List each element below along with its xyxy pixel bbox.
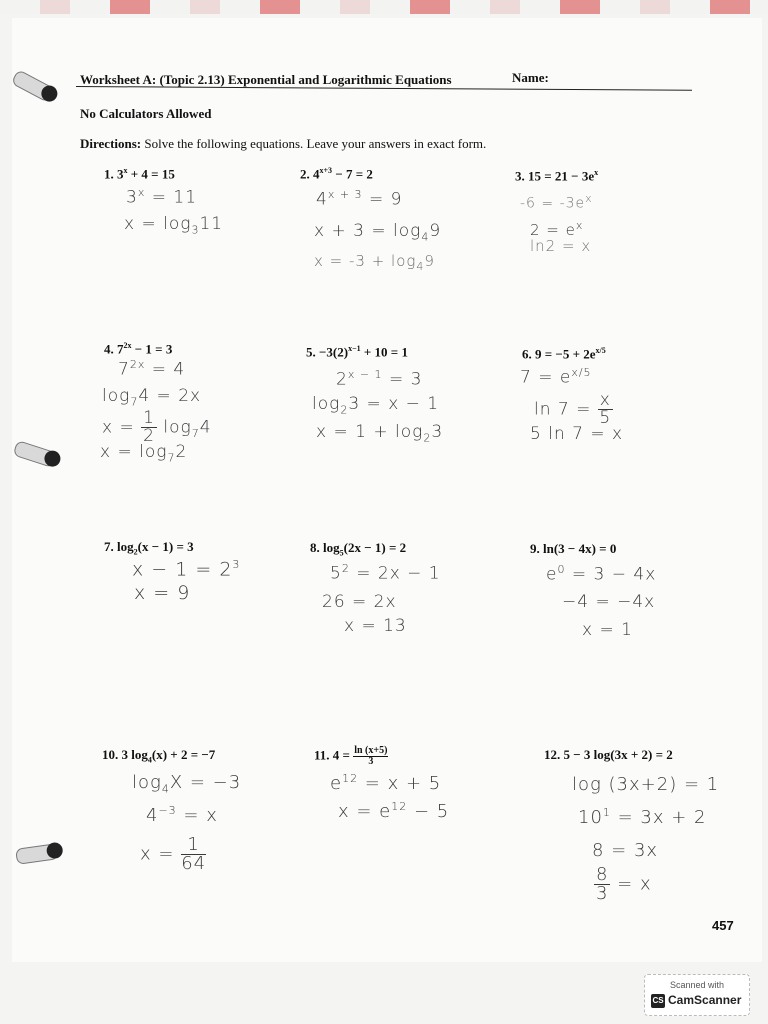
name-label: Name: [512,70,549,85]
problem-8: 8. $\log_5(2x - 1) = 2$ [310,540,407,558]
work-1-line-1: $3^x = 11$ [126,186,198,208]
work-6-line-1: $7 = e^{x/5}$ [520,366,592,388]
work-10-line-3: x = $\frac{1}{64}$ [140,834,207,874]
work-3-line-2: $2 = e^x$ [530,219,584,239]
work-9-line-3: x = 1 [582,620,633,640]
work-6-line-3: 5 ln 7 = x [530,424,624,444]
problem-11: 11. 4 = $\frac{\ln (x+5)}{3}$ [314,745,388,767]
problem-3: 3. $15 = 21 - 3e^x$ [515,168,599,184]
camscanner-watermark [644,974,750,1016]
work-2-line-2: $x + 3 = \log_49$ [314,221,442,244]
work-4-line-4: $x = \log_72$ [100,442,188,465]
work-10-line-2: $4^{-3} = x$ [146,804,218,826]
work-12-line-4: $\frac{8}{3}$ = x [596,864,652,904]
directions-label: Directions: [80,136,142,151]
work-8-line-1: $5^2 = 2x - 1$ [330,562,441,584]
work-8-line-2: 26 = 2x [322,592,397,612]
problem-6: 6. $9 = -5 + 2e^{x/5}$ [522,346,606,362]
camscanner-logo-icon: CS [651,994,665,1008]
work-8-line-3: x = 13 [344,616,407,636]
work-5-line-2: $\log_23 = x - 1$ [312,394,440,417]
work-12-line-3: 8 = 3x [592,840,659,861]
work-7-line-2: x = 9 [134,582,191,604]
work-10-line-1: $\log_4X = -3$ [132,772,242,796]
work-9-line-2: −4 = −4x [562,592,656,612]
worksheet-title: Worksheet A: (Topic 2.13) Exponential and Logarithmic Equations [80,72,452,87]
work-9-line-1: $e^0 = 3 - 4x$ [546,563,657,585]
problem-5: 5. $-3(2)^{x-1} + 10 = 1$ [306,344,408,360]
work-3-line-1: $-6 = -3e^x$ [520,192,593,212]
problem-12: 12. 5 − 3 log(3x + 2) = 2 [544,747,673,762]
work-12-line-2: $10^1 = 3x + 2$ [578,806,707,828]
work-5-line-1: $2^{x - 1} = 3$ [336,368,423,390]
scanned-with-text: Scanned with [669,980,725,990]
work-2-line-1: $4^{x + 3} = 9$ [316,188,403,210]
problem-2: 2. $4^{x+3} - 7 = 2$ [300,166,373,182]
work-1-line-2: $x = \log_311$ [124,214,224,237]
camscanner-brand: CamScanner [668,993,742,1007]
page-top-edge [0,0,768,14]
work-12-line-1: log (3x+2) = 1 [572,774,720,795]
work-3-line-3: ln2 = x [530,237,592,255]
problem-1: 1. $3^x + 4 = 15$ [104,166,175,182]
directions [80,136,486,152]
work-6-line-2: ln 7 = $\frac{x}{5}$ [534,390,612,428]
directions-text: Solve the following equations. Leave your answers in exact form. [144,136,487,151]
work-4-line-1: $7^{2x} = 4$ [118,358,186,380]
work-5-line-3: $x = 1 + \log_23$ [316,422,444,445]
work-11-line-2: $x = e^{12} - 5$ [338,800,450,822]
no-calculators-note: No Calculators Allowed [80,106,212,121]
work-4-line-2: $\log_74 = 2x$ [102,386,202,409]
work-4-line-3: x = $\frac{1}{2}$ $\log_74$ [102,408,212,446]
work-11-line-1: $e^{12} = x + 5$ [330,772,442,794]
problem-10: 10. 3 $\log_4(x) + 2 = -7$ [102,747,216,765]
page-number: 457 [712,918,734,933]
work-7-line-1: $x - 1 = 2^3$ [132,558,241,581]
problem-9: 9. ln(3 − 4x) = 0 [530,541,617,556]
problem-7: 7. $\log_2(x - 1) = 3$ [104,539,194,557]
work-2-line-3: $x = -3 + \log_49$ [314,252,435,273]
problem-4: 4. $7^{2x} - 1 = 3$ [104,341,173,357]
